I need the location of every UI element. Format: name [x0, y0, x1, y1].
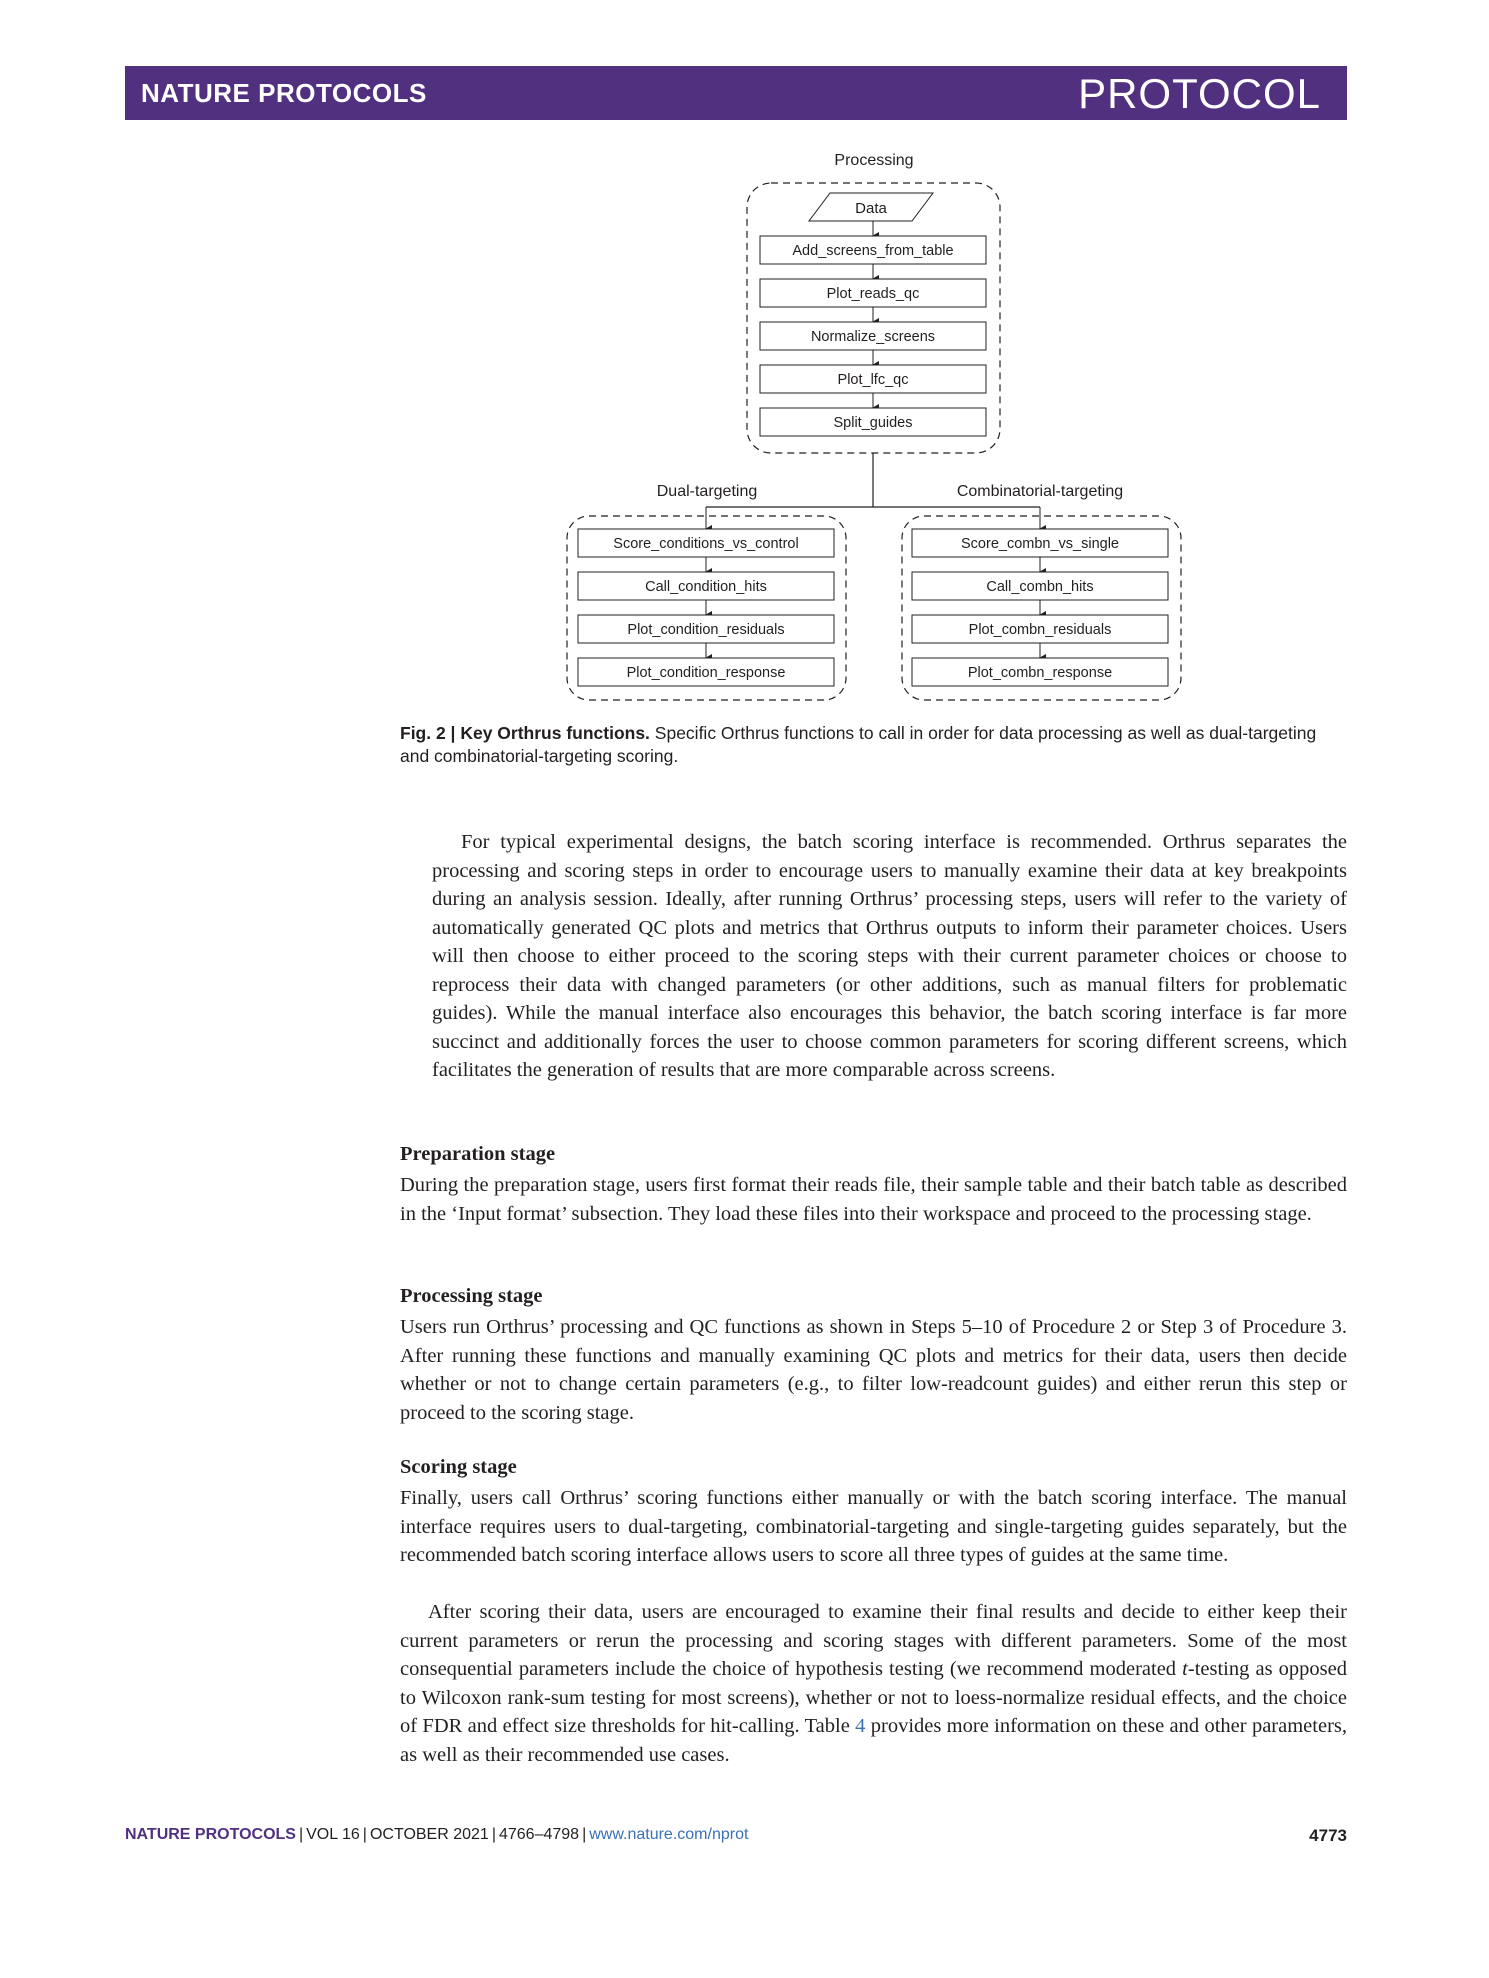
paragraph-scoring-stage: Finally, users call Orthrus’ scoring functions either manually or with the batch scoring interface. The manual interface requires users to dual-targeting, combinatorial-targeting and single-targeting guides separately, but the recommended batch scoring interface allows users to score all three types of guides at the same time.: [400, 1487, 1347, 1566]
after-scoring-text-2: -testing as opposed to Wilcoxon rank-sum testing for most screens), whether or not to loess-normalize residual effects, and the choice of FDR and effect size thresholds for hit-calling. Table: [400, 1658, 1347, 1737]
step-plot-combn-response-label: Plot_combn_response: [967, 665, 1113, 681]
flowchart-figure: [540, 145, 1200, 715]
heading-processing-stage: Processing stage: [400, 1285, 543, 1307]
footer-journal: NATURE PROTOCOLS: [125, 1826, 296, 1843]
step-normalize-label: Normalize_screens: [810, 329, 936, 345]
heading-preparation-stage: Preparation stage: [400, 1143, 556, 1165]
figure-caption-label: Fig. 2 | Key Orthrus functions.: [400, 723, 650, 743]
page-footer: NATURE PROTOCOLS | VOL 16 | OCTOBER 2021 | 4766–4798 | www.nature.com/nprot: [125, 1826, 749, 1843]
figure-caption: [400, 722, 1347, 768]
figure-caption-text: Specific Orthrus functions to call in order for data processing as well as dual-targeting and combinatorial-targeting scoring.: [400, 723, 1317, 766]
footer-pages: 4766–4798: [498, 1826, 580, 1843]
journal-title: NATURE PROTOCOLS: [141, 78, 427, 108]
heading-scoring-stage: Scoring stage: [400, 1456, 517, 1478]
paragraph-after-scoring: [400, 1598, 1347, 1769]
step-add-screens-label: Add_screens_from_table: [792, 243, 954, 259]
step-plot-condition-residuals-label: Plot_condition_residuals: [627, 622, 785, 638]
page-number: 4773: [1309, 1826, 1347, 1845]
footer-url-link[interactable]: www.nature.com/nprot: [589, 1826, 749, 1843]
step-plot-condition-response-label: Plot_condition_response: [626, 665, 786, 681]
paragraph-batch-scoring: For typical experimental designs, the batch scoring interface is recommended. Orthrus separates the processing and scoring steps in order to encourage users to manually examine their data at key breakpoints during an analysis session. Ideally, after running Orthrus’ processing steps, users will refer to the variety of automatically generated QC plots and metrics that Orthrus outputs to inform their parameter choices. Users will then choose to either proceed to the scoring steps with their current parameter choices or choose to reprocess their data with changed parameters (or other additions, such as manual filters for problematic guides). While the manual interface also encourages this behavior, the batch scoring interface is far more succinct and additionally forces the user to choose common parameters for scoring different screens, which facilitates the generation of results that are more comparable across screens.: [432, 831, 1347, 1081]
step-plot-combn-residuals-label: Plot_combn_residuals: [968, 622, 1112, 638]
data-input-label: Data: [855, 200, 887, 217]
table-4-link[interactable]: 4: [855, 1715, 866, 1737]
processing-label: Processing: [834, 152, 914, 169]
combinatorial-targeting-label: Combinatorial-targeting: [956, 483, 1124, 500]
paragraph-processing-stage: Users run Orthrus’ processing and QC functions as shown in Steps 5–10 of Procedure 2 or Step 3 of Procedure 3. After running these functions and manually examining QC plots and metrics for their data, users then decide whether or not to change certain parameters (e.g., to filter low-readcount guides) and either rerun this step or proceed to the scoring stage.: [400, 1316, 1347, 1424]
step-score-combn-label: Score_combn_vs_single: [961, 536, 1119, 552]
dual-targeting-label: Dual-targeting: [656, 483, 758, 500]
step-split-guides-label: Split_guides: [833, 415, 913, 431]
step-plot-lfc-label: Plot_lfc_qc: [837, 372, 909, 388]
after-scoring-text-1: After scoring their data, users are encouraged to examine their final results and decide to either keep their current parameters or rerun the processing and scoring stages with different parameters. Some of the most consequential parameters include the choice of hypothesis testing (we recommend moderated: [400, 1601, 1347, 1680]
article-type: PROTOCOL: [1078, 70, 1321, 117]
after-scoring-text-3: provides more information on these and other parameters, as well as their recommended use cases.: [400, 1715, 1347, 1766]
paragraph-preparation-stage: During the preparation stage, users first format their reads file, their sample table and their batch table as described in the ‘Input format’ subsection. They load these files into their workspace and proceed to the processing stage.: [400, 1174, 1347, 1225]
step-call-condition-label: Call_condition_hits: [645, 579, 767, 595]
step-plot-reads-label: Plot_reads_qc: [826, 286, 920, 302]
after-scoring-italic-t: t: [1182, 1658, 1188, 1680]
footer-volume: VOL 16: [306, 1826, 360, 1843]
step-call-combn-label: Call_combn_hits: [986, 579, 1094, 595]
footer-date: OCTOBER 2021: [369, 1826, 489, 1843]
step-score-conditions-label: Score_conditions_vs_control: [613, 536, 799, 552]
